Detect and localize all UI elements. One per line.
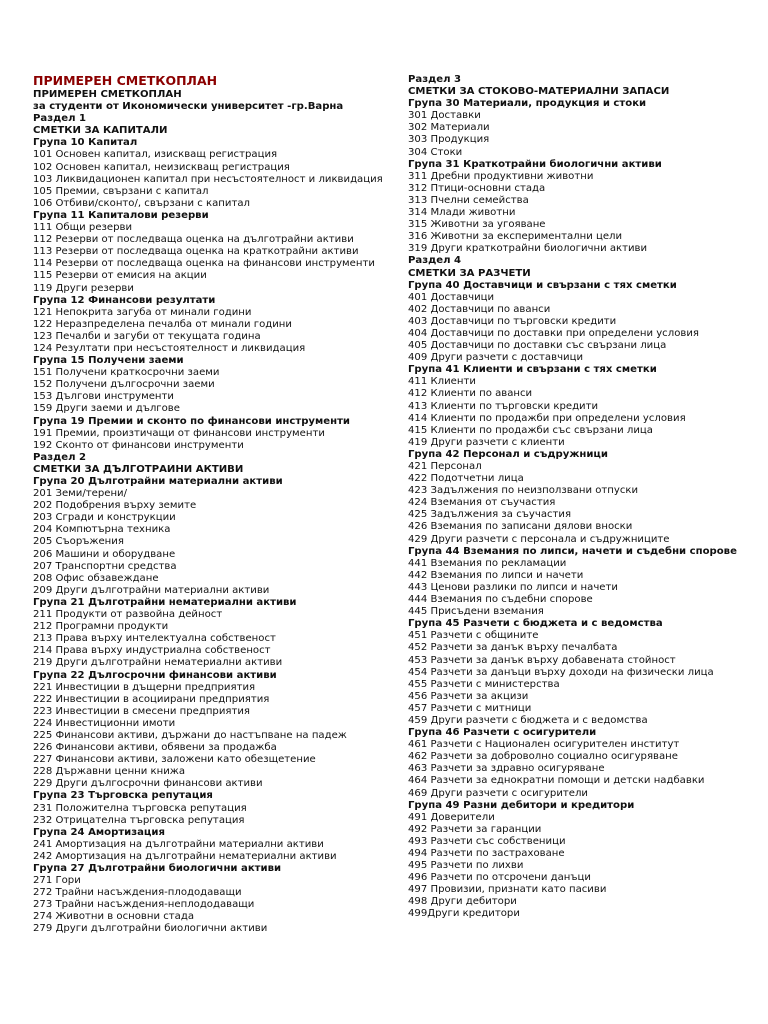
account-line: 492 Разчети за гаранции [408, 823, 542, 835]
account-line: 219 Други дълготрайни нематериални активи [33, 657, 283, 669]
account-line: 401 Доставчици [408, 291, 495, 303]
account-line: 229 Други дългосрочни финансови активи [33, 778, 263, 790]
account-line: 222 Инвестиции в асоциирани предприятия [33, 693, 270, 705]
account-line: 214 Права върху индустриална собственост [33, 645, 271, 657]
account-line: 455 Разчети с министерства [408, 678, 560, 690]
account-line: 119 Други резерви [33, 282, 134, 294]
account-line: 212 Програмни продукти [33, 621, 169, 633]
account-line: 496 Разчети по отсрочени данъци [408, 872, 591, 884]
section-heading: Група 41 Клиенти и свързани с тях сметки [408, 364, 657, 376]
account-line: 493 Разчети със собственици [408, 835, 566, 847]
account-line: 311 Дребни продуктивни животни [408, 170, 594, 182]
section-heading: Група 22 Дългосрочни финансови активи [33, 669, 277, 681]
account-line: 314 Млади животни [408, 207, 516, 219]
section-heading: Група 10 Капитал [33, 137, 138, 149]
section-heading: Група 19 Премии и сконто по финансови инструменти [33, 415, 350, 427]
account-line: 499Други кредитори [408, 908, 520, 920]
account-line: 494 Разчети по застраховане [408, 848, 565, 859]
account-line: 453 Разчети за данък върху добавената стойност [408, 654, 676, 666]
section-heading: Група 40 Доставчици и свързани с тях сметки [408, 279, 677, 291]
account-line: 152 Получени дългосрочни заеми [33, 379, 215, 391]
account-line: 441 Вземания по рекламации [408, 557, 567, 569]
account-line: 203 Сгради и конструкции [33, 512, 176, 524]
account-line: 271 Гори [33, 875, 81, 887]
account-line: 303 Продукция [408, 134, 490, 146]
account-line: 207 Транспортни средства [33, 560, 177, 572]
account-line: 102 Основен капитал, неизискващ регистрация [33, 161, 290, 173]
section-heading: Група 21 Дълготрайни нематериални активи [33, 596, 297, 608]
account-line: 279 Други дълготрайни биологични активи [33, 923, 268, 935]
account-line: 498 Други дебитори [408, 896, 517, 908]
account-line: 121 Непокрита загуба от минали години [33, 306, 252, 318]
account-line: 301 Доставки [408, 110, 481, 122]
account-line: 192 Сконто от финансови инструменти [33, 439, 244, 451]
account-line: 201 Земи/терени/ [33, 488, 127, 500]
account-line: 403 Доставчици по търговски кредити [408, 315, 617, 327]
account-line: 469 Други разчети с осигурители [408, 787, 588, 799]
account-line: 113 Резерви от последваща оценка на краткотрайни активи [33, 246, 359, 258]
account-line: 224 Инвестиционни имоти [33, 717, 176, 729]
account-line: 402 Доставчици по аванси [408, 303, 551, 315]
account-line: 304 Стоки [408, 146, 463, 158]
section-heading: СМЕТКИ ЗА КАПИТАЛИ [33, 125, 168, 137]
account-line: 103 Ликвидационен капитал при несъстоятелност и ликвидация [33, 173, 383, 185]
account-line: 159 Други заеми и дългове [33, 403, 180, 415]
account-line: 414 Клиенти по продажби при определени условия [408, 412, 686, 424]
left-column [33, 74, 398, 936]
account-line: 122 Неразпределена печалба от минали години [33, 318, 292, 330]
account-line: 419 Други разчети с клиенти [408, 436, 565, 448]
section-heading: Раздел 2 [33, 451, 87, 463]
account-line: 115 Резерви от емисия на акции [33, 270, 207, 282]
section-heading: Група 15 Получени заеми [33, 355, 184, 367]
account-line: 272 Трайни насъждения-плододаващи [33, 887, 242, 899]
account-line: 221 Инвестиции в дъщерни предприятия [33, 681, 256, 693]
account-line: 495 Разчети по лихви [408, 860, 524, 872]
account-line: 319 Други краткотрайни биологични активи [408, 243, 648, 255]
account-line: 463 Разчети за здравно осигуряване [408, 763, 605, 775]
account-line: 227 Финансови активи, заложени като обезщетение [33, 754, 316, 766]
account-line: 464 Разчети за еднократни помощи и детски надбавки [408, 775, 705, 787]
account-line: 123 Печалби и загуби от текущата година [33, 330, 261, 342]
account-line: 202 Подобрения върху земите [33, 500, 197, 512]
account-line: 302 Материали [408, 122, 490, 134]
account-line: 228 Държавни ценни книжа [33, 766, 186, 778]
section-heading: Група 31 Краткотрайни биологични активи [408, 158, 662, 170]
account-line: 111 Общи резерви [33, 222, 133, 234]
section-heading: Група 42 Персонал и съдружници [408, 448, 608, 460]
account-line: 225 Финансови активи, държани до настъпване на падеж [33, 729, 347, 741]
account-line: 445 Присъдени вземания [408, 606, 544, 618]
account-line: 413 Клиенти по търговски кредити [408, 400, 599, 412]
account-line: 112 Резерви от последваща оценка на дълготрайни активи [33, 234, 354, 246]
account-line: 443 Ценови разлики по липси и начети [408, 581, 618, 593]
section-heading: Група 24 Амортизация [33, 826, 165, 838]
right-column [408, 74, 758, 921]
section-heading: Група 44 Вземания по липси, начети и съдебни спорове [408, 545, 737, 557]
account-line: 223 Инвестиции в смесени предприятия [33, 705, 250, 717]
section-heading: Група 20 Дълготрайни материални активи [33, 476, 283, 487]
account-line: 114 Резерви от последваща оценка на финансови инструменти [33, 258, 375, 270]
account-line: 404 Доставчици по доставки при определени условия [408, 327, 699, 339]
section-heading: ПРИМЕРЕН СМЕТКОПЛАН [33, 89, 182, 100]
account-line: 461 Разчети с Национален осигурителен институт [408, 739, 680, 751]
account-line: 456 Разчети за акцизи [408, 690, 529, 702]
account-line: 205 Съоръжения [33, 536, 124, 548]
account-line: 459 Други разчети с бюджета и с ведомства [408, 714, 648, 726]
section-heading: Раздел 4 [408, 255, 462, 267]
account-line: 424 Вземания от съучастия [408, 497, 556, 509]
account-line: 412 Клиенти по аванси [408, 388, 533, 400]
account-line: 442 Вземания по липси и начети [408, 569, 584, 581]
account-line: 153 Дългови инструменти [33, 391, 174, 403]
account-line: 226 Финансови активи, обявени за продажба [33, 742, 277, 754]
account-line: 204 Компютърна техника [33, 524, 171, 536]
section-heading: Група 11 Капиталови резерви [33, 209, 209, 221]
section-heading: Група 27 Дълготрайни биологични активи [33, 863, 282, 874]
account-line: 191 Премии, произтичащи от финансови инструменти [33, 427, 325, 439]
account-line: 457 Разчети с митници [408, 702, 532, 714]
account-line: 426 Вземания по записани дялови вноски [408, 521, 633, 533]
account-line: 423 Задължения по неизползвани отпуски [408, 485, 639, 497]
section-heading: Група 45 Разчети с бюджета и с ведомства [408, 618, 663, 630]
section-heading: Група 30 Материали, продукция и стоки [408, 98, 647, 110]
account-line: 313 Пчелни семейства [408, 194, 529, 206]
account-line: 151 Получени краткосрочни заеми [33, 367, 220, 379]
account-line: 208 Офис обзавеждане [33, 572, 159, 584]
account-line: 316 Животни за експериментални цели [408, 231, 623, 243]
account-line: 422 Подотчетни лица [408, 473, 524, 485]
section-heading: Група 23 Търговска репутация [33, 790, 213, 802]
account-line: 425 Задължения за съучастия [408, 509, 572, 521]
account-line: 497 Провизии, признати като пасиви [408, 884, 607, 896]
account-line: 274 Животни в основни стада [33, 911, 195, 923]
section-heading: СМЕТКИ ЗА ДЪЛГОТРАЙНИ АКТИВИ [33, 463, 244, 475]
account-line: 232 Отрицателна търговска репутация [33, 814, 245, 826]
account-line: 454 Разчети за данъци върху доходи на физически лица [408, 666, 714, 678]
section-heading: Раздел 1 [33, 113, 87, 125]
account-line: 273 Трайни насъждения-неплододаващи [33, 899, 255, 911]
account-line: 452 Разчети за данък върху печалбата [408, 642, 618, 654]
account-line: 213 Права върху интелектуална собственост [33, 633, 276, 645]
account-line: 242 Амортизация на дълготрайни нематериални активи [33, 850, 337, 862]
account-line: 429 Други разчети с персонала и съдружниците [408, 533, 670, 545]
account-line: 206 Машини и оборудване [33, 548, 176, 560]
account-line: 411 Клиенти [408, 376, 476, 388]
account-line: 124 Резултати при несъстоятелност и ликвидация [33, 342, 306, 354]
section-heading: Група 49 Разни дебитори и кредитори [408, 799, 635, 811]
account-line: 241 Амортизация на дълготрайни материални активи [33, 838, 324, 850]
account-line: 106 Отбиви/сконто/, свързани с капитал [33, 197, 250, 209]
section-heading: Раздел 3 [408, 74, 462, 85]
account-line: 491 Доверители [408, 811, 495, 823]
account-line: 105 Премии, свързани с капитал [33, 185, 209, 197]
account-line: 444 Вземания по съдебни спорове [408, 594, 593, 606]
section-heading: Група 12 Финансови резултати [33, 294, 216, 306]
account-line: 409 Други разчети с доставчици [408, 352, 584, 364]
account-line: 101 Основен капитал, изискващ регистрация [33, 149, 278, 161]
account-line: 315 Животни за угояване [408, 219, 546, 231]
account-line: 312 Птици-основни стада [408, 182, 546, 194]
section-heading: СМЕТКИ ЗА РАЗЧЕТИ [408, 267, 531, 279]
account-line: 231 Положителна търговска репутация [33, 802, 247, 814]
account-line: 209 Други дълготрайни материални активи [33, 584, 270, 596]
account-line: 462 Разчети за доброволно социално осигуряване [408, 751, 678, 763]
account-line: 421 Персонал [408, 461, 482, 472]
section-heading: Група 46 Разчети с осигурители [408, 727, 597, 739]
account-line: 451 Разчети с общините [408, 630, 539, 642]
section-heading: за студенти от Икономически университет -гр.Варна [33, 101, 344, 113]
account-line: 211 Продукти от развойна дейност [33, 609, 223, 621]
document-title: ПРИМЕРЕН СМЕТКОПЛАН [33, 73, 218, 88]
account-line: 415 Клиенти по продажби със свързани лица [408, 424, 653, 436]
account-line: 405 Доставчици по доставки със свързани лица [408, 340, 667, 352]
section-heading: СМЕТКИ ЗА СТОКОВО-МАТЕРИАЛНИ ЗАПАСИ [408, 86, 670, 98]
